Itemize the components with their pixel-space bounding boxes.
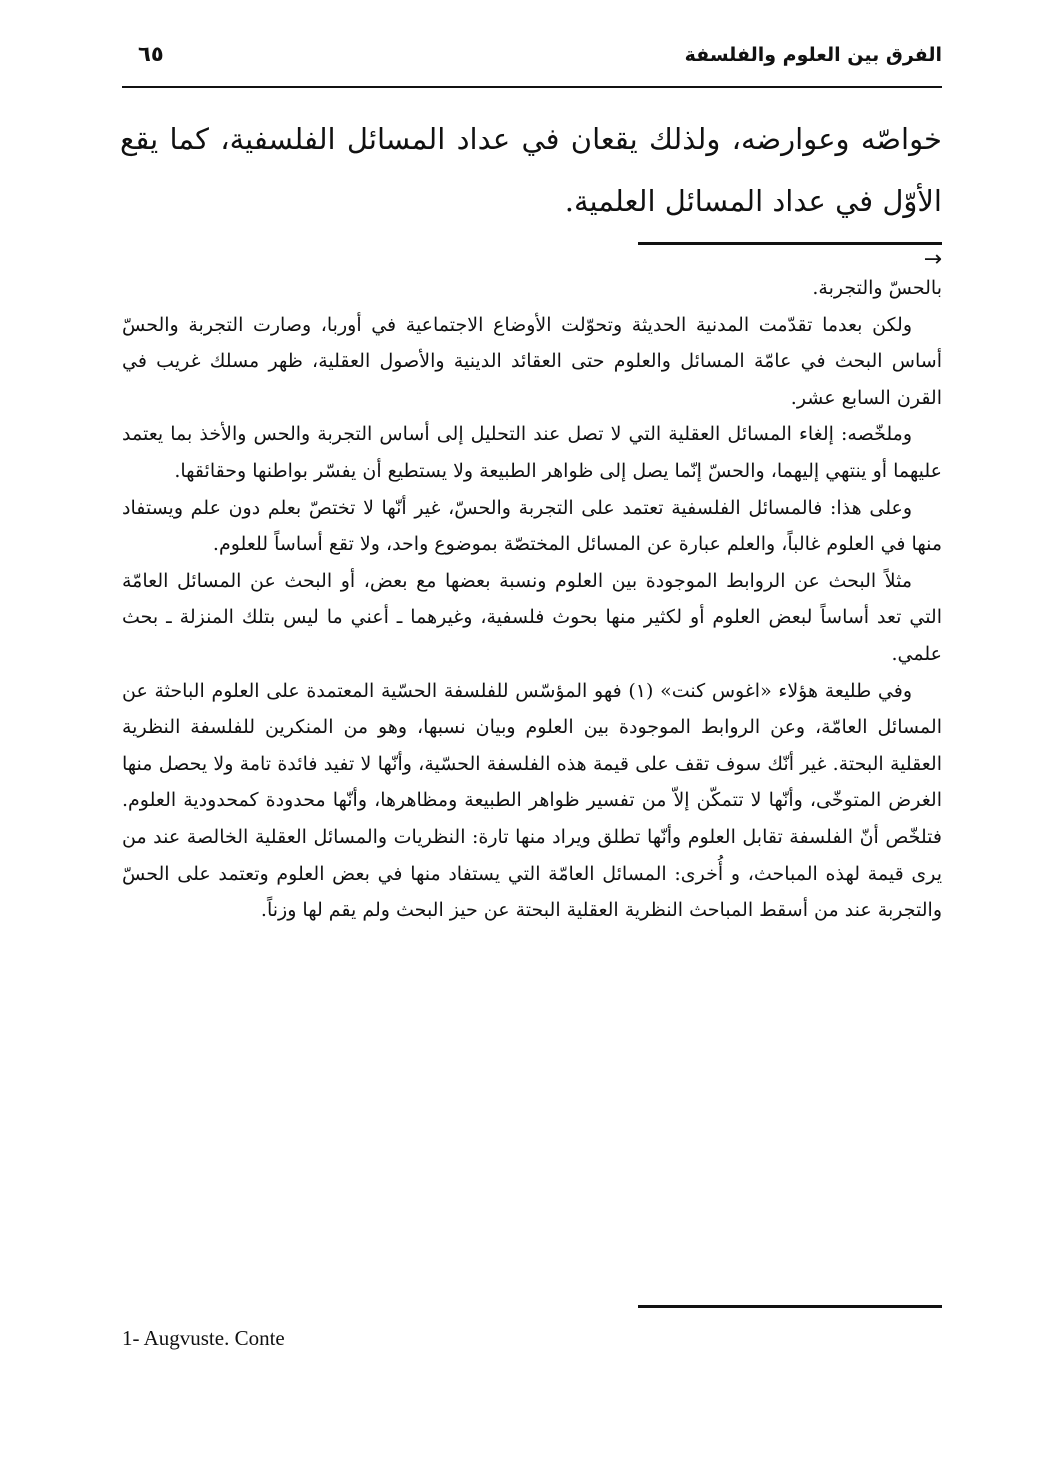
note-paragraph: وعلى هذا: فالمسائل الفلسفية تعتمد على التجربة والحسّ، غير أنّها لا تختصّ بعلم دون علم ويستفاد منها في العلوم غالباً، والعلم عبارة عن المسائل المختصّة بموضوع واحد، ولا تقع أساساً للعلوم. xyxy=(122,496,942,556)
chapter-title: الفرق بين العلوم والفلسفة xyxy=(684,44,942,66)
note-paragraph: وملخّصه: إلغاء المسائل العقلية التي لا تصل عند التحليل إلى أساس التجربة والحس والأخذ بما يعتمد عليهما أو ينتهي إليهما، والحسّ إنّما يصل إلى ظواهر الطبيعة ولا يستطيع أن يفسّر بواطنها وحقائقها. xyxy=(122,423,942,482)
note-paragraph: ولكن بعدما تقدّمت المدنية الحديثة وتحوّلت الأوضاع الاجتماعية في أوربا، وصارت التجربة والحسّ أساس البحث في عامّة المسائل والعلوم حتى العقائد الدينية والأصول العقلية، ظهر مسلك غريب في القرن السابع عشر. xyxy=(122,313,942,409)
main-text: خواصّه وعوارضه، ولذلك يقعان في عداد المسائل الفلسفية، كما يقع الأوّل في عداد المسائل العلمية. xyxy=(120,122,942,218)
page-number: ٦٥ xyxy=(138,42,164,66)
continuation-arrow-icon: → xyxy=(923,247,942,272)
footnote: 1- Augvuste. Conte xyxy=(122,1326,285,1350)
note-paragraph: وفي طليعة هؤلاء «اغوس كنت» (١) فهو المؤسّس للفلسفة الحسّية المعتمدة على العلوم الباحثة عن المسائل العامّة، وعن الروابط الموجودة بين العلوم وبيان نسبها، وهو من المنكرين للفلسفة النظرية العقلية البحتة. غير أنّك سوف تقف على قيمة هذه الفلسفة الحسّية، وأنّها لا تفيد فائدة تامة ولا يحصل منها الغرض المتوخّى، وأنّها لا تتمكّن إلاّ من تفسير ظواهر الطبيعة ومظاهرها، وأنّها محدودة كمحدودية العلوم. فتلخّص أنّ الفلسفة تقابل العلوم وأنّها تطلق ويراد منها تارة: النظريات والمسائل العقلية الخالصة عند من يرى قيمة لهذه المباحث، و أُخرى: المسائل العامّة التي يستفاد منها في بعض العلوم وتعتمد على الحسّ والتجربة عند من أسقط المباحث النظرية العقلية البحتة عن حيز البحث ولم يقم لها وزناً. xyxy=(122,679,942,922)
note-paragraph: بالحسّ والتجربة. xyxy=(812,277,942,299)
notes-section xyxy=(122,270,942,929)
footnote-separator-rule xyxy=(638,1305,942,1308)
running-header xyxy=(122,36,942,88)
note-separator-rule xyxy=(638,242,942,245)
note-paragraph: مثلاً البحث عن الروابط الموجودة بين العلوم ونسبة بعضها مع بعض، أو البحث عن المسائل العامّة التي تعد أساساً لبعض العلوم أو لكثير منها بحوث فلسفية، وغيرهما ـ أعني ما ليس بتلك المنزلة ـ بحث علمي. xyxy=(122,569,942,665)
